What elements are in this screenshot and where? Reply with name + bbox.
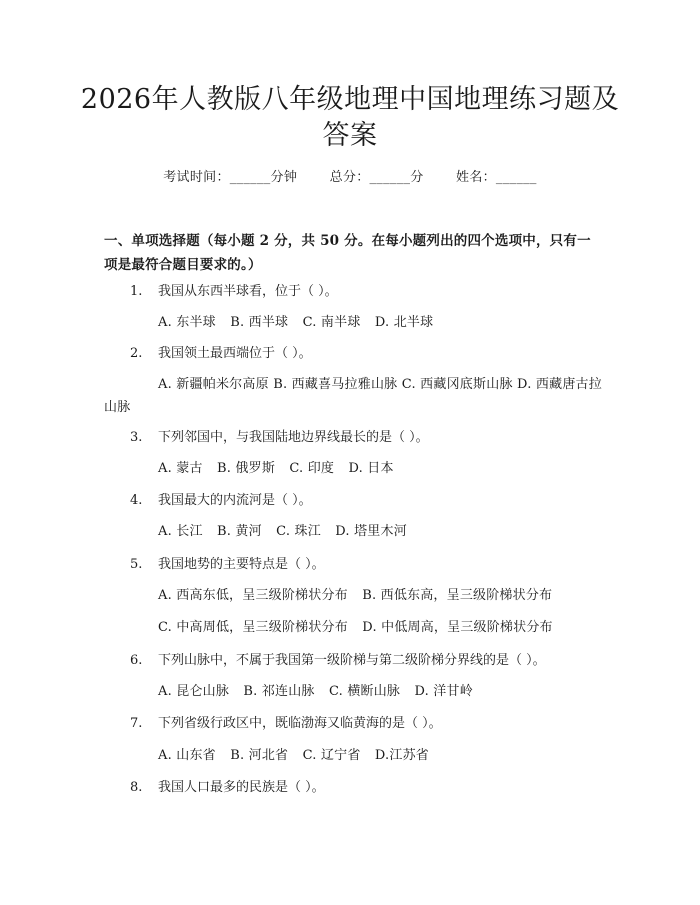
- question-7-options: [158, 745, 429, 767]
- document-title: 2026年人教版八年级地理中国地理练习题及答案: [80, 84, 620, 151]
- option-a: A. 山东省: [158, 748, 216, 763]
- question-text: 我国从东西半球看，位于（ ）。: [158, 284, 338, 299]
- question-text: 我国地势的主要特点是（ ）。: [158, 557, 325, 572]
- option-d: D. 塔里木河: [335, 524, 407, 539]
- question-text: 下列山脉中，不属于我国第一级阶梯与第二级阶梯分界线的是（ ）。: [158, 653, 546, 668]
- student-name-field: 姓名：______: [456, 170, 537, 185]
- option-a: A. 昆仑山脉: [158, 684, 230, 699]
- question-3-options: [158, 458, 394, 480]
- option-d: D. 日本: [348, 461, 394, 476]
- option-a: A. 新疆帕米尔高原: [158, 377, 269, 392]
- option-a: A. 西高东低，呈三级阶梯状分布: [158, 588, 348, 603]
- question-text: 我国领土最西端位于（ ）。: [158, 346, 312, 361]
- question-number: 7.: [130, 716, 143, 731]
- option-b: B. 西半球: [230, 315, 289, 330]
- option-c: C. 中高周低，呈三级阶梯状分布: [158, 620, 348, 635]
- question-6-options: [158, 681, 473, 703]
- question-5-options-row-1: [158, 585, 552, 607]
- total-score-field: 总分：______分: [329, 170, 424, 185]
- option-d: D. 北半球: [374, 315, 434, 330]
- question-number: 5.: [130, 557, 143, 572]
- question-number: 2.: [130, 346, 143, 361]
- option-c: C. 印度: [289, 461, 335, 476]
- option-a: A. 蒙古: [158, 461, 203, 476]
- option-d: D. 中低周高，呈三级阶梯状分布: [362, 620, 553, 635]
- option-c: C. 辽宁省: [302, 748, 361, 763]
- option-d: D.江苏省: [374, 748, 429, 763]
- option-b: B. 黄河: [217, 524, 262, 539]
- question-2-options: [104, 373, 602, 419]
- option-b: B. 西藏喜马拉雅山脉: [273, 377, 398, 392]
- question-text: 下列省级行政区中，既临渤海又临黄海的是（ ）。: [158, 716, 442, 731]
- option-b: B. 俄罗斯: [217, 461, 276, 476]
- option-c: C. 珠江: [276, 524, 321, 539]
- option-d: D. 洋甘岭: [414, 684, 473, 699]
- option-b: B. 西低东高，呈三级阶梯状分布: [362, 588, 553, 603]
- option-b: B. 河北省: [230, 748, 289, 763]
- question-1-options: [158, 312, 433, 334]
- question-number: 6.: [130, 653, 143, 668]
- option-a: A. 东半球: [158, 315, 216, 330]
- option-c: C. 横断山脉: [328, 684, 401, 699]
- question-text: 我国人口最多的民族是（ ）。: [158, 780, 325, 795]
- section-heading: 一、单项选择题（每小题 2 分，共 50 分。在每小题列出的四个选项中，只有一项是最符合题目要求的。）: [104, 233, 591, 273]
- option-a: A. 长江: [158, 524, 203, 539]
- question-number: 8.: [130, 780, 143, 795]
- option-c: C. 西藏冈底斯山脉: [401, 377, 513, 392]
- question-number: 1.: [130, 284, 143, 299]
- question-text: 下列邻国中，与我国陆地边界线最长的是（ ）。: [158, 430, 429, 445]
- option-d: D. 西藏唐古拉山脉: [104, 377, 602, 415]
- question-text: 我国最大的内流河是（ ）。: [158, 493, 312, 508]
- question-5-options-row-2: [158, 617, 553, 639]
- exam-meta: [0, 166, 700, 185]
- question-number: 4.: [130, 493, 143, 508]
- option-b: B. 祁连山脉: [243, 684, 315, 699]
- option-c: C. 南半球: [302, 315, 361, 330]
- question-number: 3.: [130, 430, 143, 445]
- exam-time-field: 考试时间：______分钟: [163, 170, 298, 185]
- question-4-options: [158, 521, 407, 543]
